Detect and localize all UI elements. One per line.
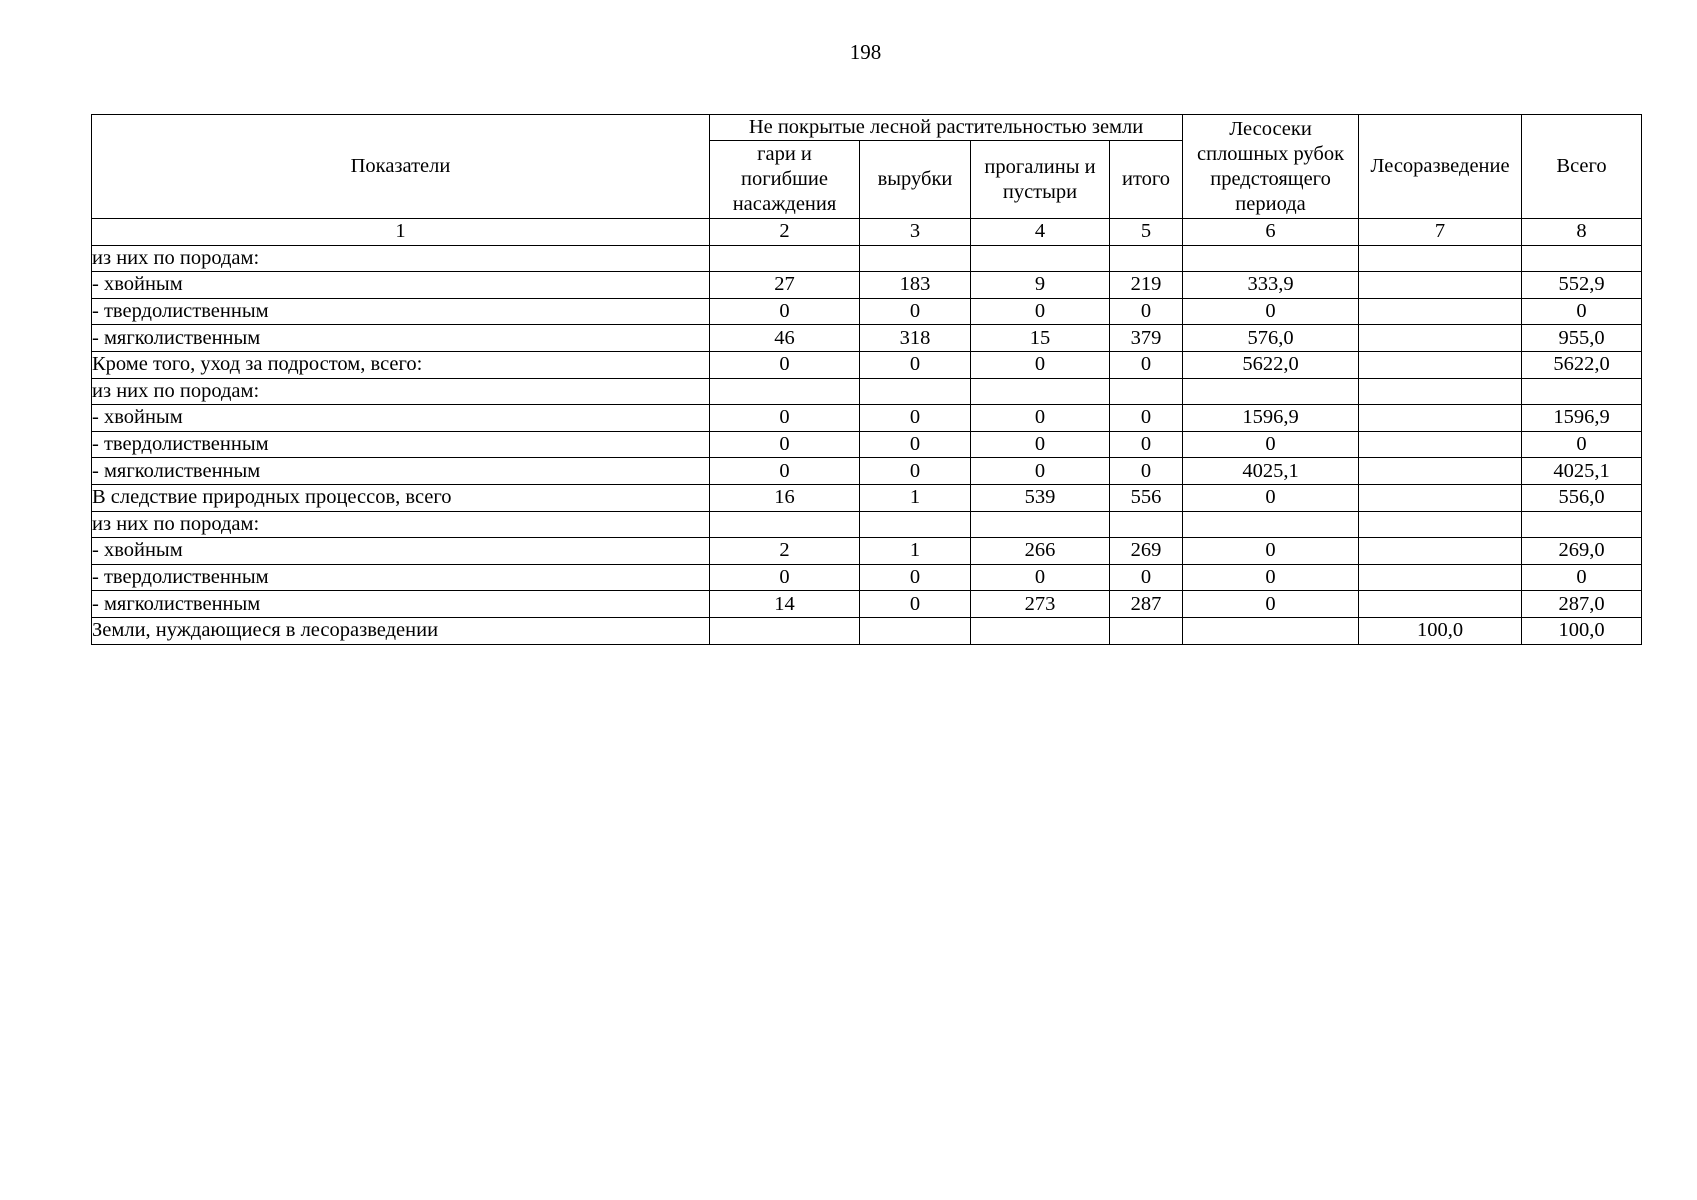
- cell-col-7: [1359, 591, 1522, 618]
- cell-col-7: [1359, 245, 1522, 272]
- cell-col-8: 5622,0: [1522, 351, 1642, 378]
- forest-lands-table: [91, 114, 1642, 645]
- cell-col-4: 273: [971, 591, 1110, 618]
- cell-col-2: [710, 617, 860, 644]
- cell-col-5: 287: [1110, 591, 1183, 618]
- cell-col-8: [1522, 511, 1642, 538]
- row-label: - твердолиственным: [92, 298, 710, 325]
- cell-col-3: 1: [860, 538, 971, 565]
- page-number: 198: [849, 40, 882, 64]
- cell-col-3: 0: [860, 458, 971, 485]
- cell-col-6: 0: [1183, 564, 1359, 591]
- table-row: [92, 405, 1642, 432]
- cell-col-5: 0: [1110, 458, 1183, 485]
- cell-col-5: [1110, 511, 1183, 538]
- table-row: [92, 272, 1642, 299]
- cell-col-7: [1359, 564, 1522, 591]
- cell-col-8: 0: [1522, 431, 1642, 458]
- row-label: из них по породам:: [92, 245, 710, 272]
- cell-col-6: [1183, 511, 1359, 538]
- cell-col-8: 4025,1: [1522, 458, 1642, 485]
- table-row: [92, 617, 1642, 644]
- cell-col-3: [860, 245, 971, 272]
- cell-col-7: [1359, 511, 1522, 538]
- row-label: - мягколиственным: [92, 458, 710, 485]
- cell-col-6: 0: [1183, 484, 1359, 511]
- row-label: Кроме того, уход за подростом, всего:: [92, 351, 710, 378]
- header-subtotal: итого: [1110, 141, 1183, 219]
- cell-col-6: [1183, 617, 1359, 644]
- cell-col-8: 100,0: [1522, 617, 1642, 644]
- cell-col-6: 5622,0: [1183, 351, 1359, 378]
- cell-col-7: [1359, 272, 1522, 299]
- cell-col-5: 556: [1110, 484, 1183, 511]
- cell-col-3: 1: [860, 484, 971, 511]
- cell-col-4: 0: [971, 351, 1110, 378]
- cell-col-7: [1359, 378, 1522, 405]
- cell-col-5: 0: [1110, 405, 1183, 432]
- table-row: [92, 298, 1642, 325]
- cell-col-3: [860, 511, 971, 538]
- cell-col-5: 0: [1110, 298, 1183, 325]
- row-label: из них по породам:: [92, 378, 710, 405]
- row-label: Земли, нуждающиеся в лесоразведении: [92, 617, 710, 644]
- cell-col-2: [710, 378, 860, 405]
- cell-col-2: 0: [710, 405, 860, 432]
- cell-col-2: [710, 511, 860, 538]
- cell-col-8: [1522, 245, 1642, 272]
- cell-col-7: 100,0: [1359, 617, 1522, 644]
- cell-col-7: [1359, 458, 1522, 485]
- cell-col-4: 0: [971, 458, 1110, 485]
- cell-col-8: [1522, 378, 1642, 405]
- column-number: 7: [1359, 219, 1522, 246]
- cell-col-2: [710, 245, 860, 272]
- cell-col-6: 1596,9: [1183, 405, 1359, 432]
- cell-col-7: [1359, 431, 1522, 458]
- cell-col-3: 0: [860, 298, 971, 325]
- cell-col-2: 14: [710, 591, 860, 618]
- column-number: 2: [710, 219, 860, 246]
- cell-col-6: 0: [1183, 591, 1359, 618]
- cell-col-4: [971, 617, 1110, 644]
- cell-col-4: [971, 511, 1110, 538]
- cell-col-8: 1596,9: [1522, 405, 1642, 432]
- table-row: [92, 511, 1642, 538]
- cell-col-5: [1110, 378, 1183, 405]
- column-number: 5: [1110, 219, 1183, 246]
- cell-col-2: 0: [710, 431, 860, 458]
- cell-col-6: 0: [1183, 538, 1359, 565]
- table-row: [92, 378, 1642, 405]
- cell-col-7: [1359, 405, 1522, 432]
- cell-col-4: [971, 378, 1110, 405]
- table-row: [92, 591, 1642, 618]
- cell-col-2: 27: [710, 272, 860, 299]
- cell-col-4: 9: [971, 272, 1110, 299]
- cell-col-8: 0: [1522, 298, 1642, 325]
- cell-col-4: 539: [971, 484, 1110, 511]
- cell-col-3: [860, 617, 971, 644]
- column-number: 3: [860, 219, 971, 246]
- row-label: - твердолиственным: [92, 431, 710, 458]
- header-cutting-areas: Лесосеки сплошных рубок предстоящего периода: [1183, 115, 1359, 219]
- cell-col-3: 0: [860, 591, 971, 618]
- column-number-row: [92, 219, 1642, 246]
- cell-col-4: 0: [971, 431, 1110, 458]
- cell-col-3: [860, 378, 971, 405]
- cell-col-6: 0: [1183, 298, 1359, 325]
- cell-col-5: 0: [1110, 431, 1183, 458]
- cell-col-7: [1359, 484, 1522, 511]
- cell-col-6: [1183, 245, 1359, 272]
- cell-col-3: 0: [860, 351, 971, 378]
- cell-col-2: 0: [710, 564, 860, 591]
- header-group-not-covered: Не покрытые лесной растительностью земли: [710, 115, 1183, 141]
- cell-col-5: 0: [1110, 564, 1183, 591]
- cell-col-4: 0: [971, 405, 1110, 432]
- column-number: 4: [971, 219, 1110, 246]
- cell-col-7: [1359, 298, 1522, 325]
- cell-col-3: 0: [860, 564, 971, 591]
- cell-col-2: 0: [710, 458, 860, 485]
- cell-col-2: 0: [710, 351, 860, 378]
- cell-col-5: [1110, 245, 1183, 272]
- row-label: - хвойным: [92, 538, 710, 565]
- table-row: [92, 458, 1642, 485]
- cell-col-5: 379: [1110, 325, 1183, 352]
- header-glades: прогалины и пустыри: [971, 141, 1110, 219]
- cell-col-5: 219: [1110, 272, 1183, 299]
- table-row: [92, 325, 1642, 352]
- cell-col-7: [1359, 351, 1522, 378]
- cell-col-3: 0: [860, 405, 971, 432]
- cell-col-8: 269,0: [1522, 538, 1642, 565]
- cell-col-2: 46: [710, 325, 860, 352]
- table-row: [92, 538, 1642, 565]
- row-label: - твердолиственным: [92, 564, 710, 591]
- cell-col-4: [971, 245, 1110, 272]
- cell-col-6: 0: [1183, 431, 1359, 458]
- table-row: [92, 564, 1642, 591]
- header-burnt-stands: гари и погибшие насаждения: [710, 141, 860, 219]
- header-indicators: Показатели: [92, 115, 710, 219]
- table-row: [92, 484, 1642, 511]
- table-body: [92, 245, 1642, 644]
- table-row: [92, 351, 1642, 378]
- row-label: В следствие природных процессов, всего: [92, 484, 710, 511]
- cell-col-3: 0: [860, 431, 971, 458]
- column-number: 6: [1183, 219, 1359, 246]
- table-row: [92, 245, 1642, 272]
- cell-col-8: 556,0: [1522, 484, 1642, 511]
- cell-col-8: 287,0: [1522, 591, 1642, 618]
- cell-col-8: 955,0: [1522, 325, 1642, 352]
- cell-col-2: 0: [710, 298, 860, 325]
- cell-col-3: 183: [860, 272, 971, 299]
- cell-col-4: 0: [971, 564, 1110, 591]
- cell-col-6: [1183, 378, 1359, 405]
- cell-col-8: 552,9: [1522, 272, 1642, 299]
- row-label: - мягколиственным: [92, 591, 710, 618]
- cell-col-6: 333,9: [1183, 272, 1359, 299]
- row-label: - мягколиственным: [92, 325, 710, 352]
- cell-col-5: 269: [1110, 538, 1183, 565]
- cell-col-4: 266: [971, 538, 1110, 565]
- header-afforestation: Лесоразведение: [1359, 115, 1522, 219]
- row-label: из них по породам:: [92, 511, 710, 538]
- row-label: - хвойным: [92, 405, 710, 432]
- cell-col-6: 4025,1: [1183, 458, 1359, 485]
- cell-col-5: [1110, 617, 1183, 644]
- cell-col-4: 15: [971, 325, 1110, 352]
- table-row: [92, 431, 1642, 458]
- cell-col-6: 576,0: [1183, 325, 1359, 352]
- cell-col-7: [1359, 325, 1522, 352]
- header-clearings: вырубки: [860, 141, 971, 219]
- cell-col-7: [1359, 538, 1522, 565]
- cell-col-2: 2: [710, 538, 860, 565]
- cell-col-4: 0: [971, 298, 1110, 325]
- cell-col-2: 16: [710, 484, 860, 511]
- cell-col-5: 0: [1110, 351, 1183, 378]
- cell-col-3: 318: [860, 325, 971, 352]
- row-label: - хвойным: [92, 272, 710, 299]
- column-number: 1: [92, 219, 710, 246]
- cell-col-8: 0: [1522, 564, 1642, 591]
- header-total: Всего: [1522, 115, 1642, 219]
- column-number: 8: [1522, 219, 1642, 246]
